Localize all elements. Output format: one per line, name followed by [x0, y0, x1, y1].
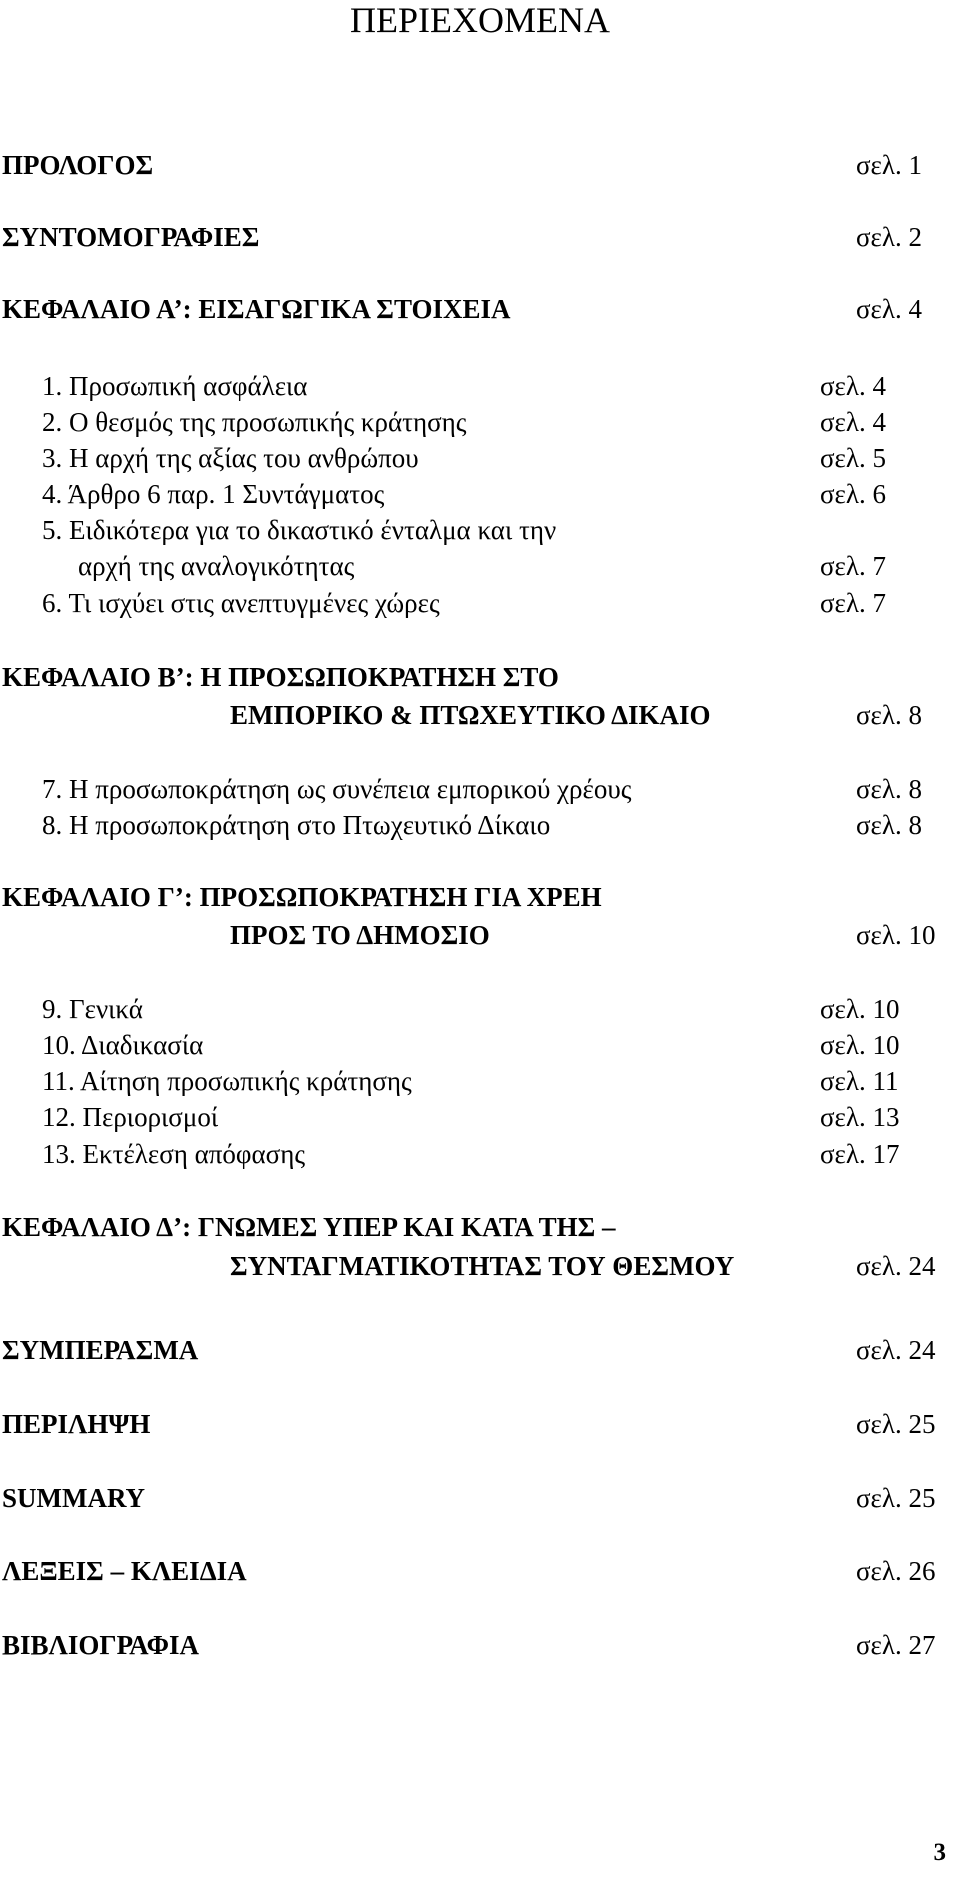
toc-page-conclusion: σελ. 24 — [856, 1335, 936, 1365]
toc-page-prologue: σελ. 1 — [856, 150, 922, 180]
toc-item-page: σελ. 17 — [820, 1139, 900, 1169]
toc-chapter-c-page: σελ. 10 — [856, 920, 936, 950]
toc-item: 13. Εκτέλεση απόφασης — [42, 1139, 306, 1169]
toc-item: 6. Τι ισχύει στις ανεπτυγμένες χώρες — [42, 588, 440, 618]
toc-item-page: σελ. 7 — [820, 551, 886, 581]
toc-page-keywords: σελ. 26 — [856, 1556, 936, 1586]
toc-item-page: σελ. 8 — [856, 774, 922, 804]
toc-chapter-c-heading: ΚΕΦΑΛΑΙΟ Γ’: ΠΡΟΣΩΠΟΚΡΑΤΗΣΗ ΓΙΑ ΧΡΕΗ — [2, 882, 602, 912]
toc-chapter-b-heading-line2: ΕΜΠΟΡΙΚΟ & ΠΤΩΧΕΥΤΙΚΟ ΔΙΚΑΙΟ — [230, 700, 711, 730]
toc-item-page: σελ. 5 — [820, 443, 886, 473]
toc-item: 8. Η προσωποκράτηση στο Πτωχευτικό Δίκαιο — [42, 810, 551, 840]
toc-item-page: σελ. 8 — [856, 810, 922, 840]
toc-chapter-b-page: σελ. 8 — [856, 700, 922, 730]
page-number: 3 — [933, 1839, 946, 1866]
toc-item: 4. Άρθρο 6 παρ. 1 Συντάγματος — [42, 479, 385, 509]
toc-item: 2. Ο θεσμός της προσωπικής κράτησης — [42, 407, 467, 437]
toc-item-continuation: αρχή της αναλογικότητας — [78, 551, 355, 581]
toc-chapter-b-heading: ΚΕΦΑΛΑΙΟ Β’: Η ΠΡΟΣΩΠΟΚΡΑΤΗΣΗ ΣΤΟ — [2, 662, 559, 692]
toc-item: 12. Περιορισμοί — [42, 1102, 219, 1132]
toc-chapter-a-page: σελ. 4 — [856, 294, 922, 324]
toc-item-page: σελ. 13 — [820, 1102, 900, 1132]
toc-item: 7. Η προσωποκράτηση ως συνέπεια εμπορικού χρέους — [42, 774, 632, 804]
toc-item-page: σελ. 6 — [820, 479, 886, 509]
toc-item-page: σελ. 11 — [820, 1066, 899, 1096]
toc-chapter-d-heading: ΚΕΦΑΛΑΙΟ Δ’: ΓΝΩΜΕΣ ΥΠΕΡ ΚΑΙ ΚΑΤΑ ΤΗΣ – — [2, 1212, 616, 1242]
toc-item: 1. Προσωπική ασφάλεια — [42, 371, 308, 401]
toc-item-page: σελ. 4 — [820, 371, 886, 401]
toc-item-page: σελ. 10 — [820, 994, 900, 1024]
toc-entry-prologue: ΠΡΟΛΟΓΟΣ — [2, 150, 154, 180]
toc-page-abstract: σελ. 25 — [856, 1409, 936, 1439]
toc-item: 11. Αίτηση προσωπικής κράτησης — [42, 1066, 412, 1096]
toc-item: 10. Διαδικασία — [42, 1030, 204, 1060]
toc-entry-summary: SUMMARY — [2, 1483, 146, 1513]
toc-item: 3. Η αρχή της αξίας του ανθρώπου — [42, 443, 419, 473]
toc-entry-abstract: ΠΕΡΙΛΗΨΗ — [2, 1409, 151, 1439]
toc-item-page: σελ. 10 — [820, 1030, 900, 1060]
toc-chapter-d-heading-line2: ΣΥΝΤΑΓΜΑΤΙΚΟΤΗΤΑΣ ΤΟΥ ΘΕΣΜΟΥ — [230, 1251, 735, 1281]
toc-entry-conclusion: ΣΥΜΠΕΡΑΣΜΑ — [2, 1335, 199, 1365]
toc-item-page: σελ. 7 — [820, 588, 886, 618]
toc-page-summary: σελ. 25 — [856, 1483, 936, 1513]
toc-item: 5. Ειδικότερα για το δικαστικό ένταλμα και την — [42, 515, 557, 545]
toc-chapter-a-heading: ΚΕΦΑΛΑΙΟ Α’: ΕΙΣΑΓΩΓΙΚΑ ΣΤΟΙΧΕΙΑ — [2, 294, 511, 324]
toc-chapter-c-heading-line2: ΠΡΟΣ ΤΟ ΔΗΜΟΣΙΟ — [230, 920, 490, 950]
toc-item-page: σελ. 4 — [820, 407, 886, 437]
toc-entry-bibliography: ΒΙΒΛΙΟΓΡΑΦΙΑ — [2, 1630, 200, 1660]
toc-page-bibliography: σελ. 27 — [856, 1630, 936, 1660]
toc-chapter-d-page: σελ. 24 — [856, 1251, 936, 1281]
toc-item: 9. Γενικά — [42, 994, 143, 1024]
toc-page-abbreviations: σελ. 2 — [856, 222, 922, 252]
toc-entry-abbreviations: ΣΥΝΤΟΜΟΓΡΑΦΙΕΣ — [2, 222, 260, 252]
page-title: ΠΕΡΙΕΧΟΜΕΝΑ — [350, 0, 610, 40]
toc-entry-keywords: ΛΕΞΕΙΣ – ΚΛΕΙΔΙΑ — [2, 1556, 247, 1586]
